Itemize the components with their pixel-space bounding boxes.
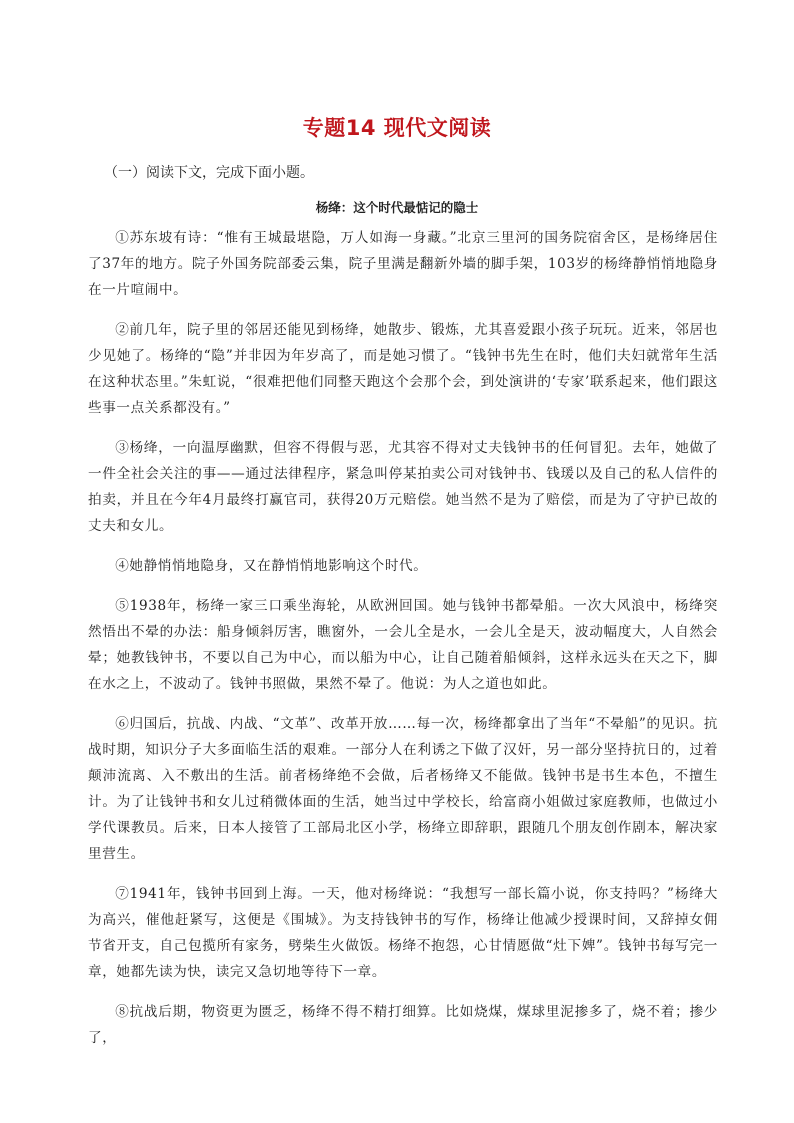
article-body <box>88 225 718 1065</box>
paragraph-3: ③杨绛，一向温厚幽默，但容不得假与恶，尤其容不得对丈夫钱钟书的任何冒犯。去年，她做了一件全社会关注的事——通过法律程序，紧急叫停某拍卖公司对钱钟书、钱瑗以及自己的私人信件的拍卖，并且在今年4月最终打赢官司，获得20万元赔偿。她当然不是为了赔偿，而是为了守护已故的丈夫和女儿。 <box>88 440 718 534</box>
paragraph-2: ②前几年，院子里的邻居还能见到杨绛，她散步、锻炼，尤其喜爱跟小孩子玩玩。近来，邻居也少见她了。杨绛的“隐”并非因为年岁高了，而是她习惯了。“钱钟书先生在时，他们夫妇就常年生活在这种状态里。”朱虹说，“很难把他们同整天跑这个会那个会，到处演讲的‘专家’联系起来，他们跟这些事一点关系都没有。” <box>88 322 718 416</box>
paragraph-1: ①苏东坡有诗：“惟有王城最堪隐，万人如海一身藏。”北京三里河的国务院宿舍区，是杨绛居住了37年的地方。院子外国务院部委云集，院子里满是翻新外墙的脚手架，103岁的杨绛静悄悄地隐身在一片喧闹中。 <box>88 230 718 298</box>
page-title: 专题14 现代文阅读 <box>302 116 492 140</box>
paragraph-5: ⑤1938年，杨绛一家三口乘坐海轮，从欧洲回国。她与钱钟书都晕船。一次大风浪中，杨绛突然悟出不晕的办法：船身倾斜厉害，瞧窗外，一会儿全是水，一会儿全是天，波动幅度大，人自然会晕；她教钱钟书，不要以自己为中心，而以船为中心，让自己随着船倾斜，这样永远头在天之下，脚在水之上，不波动了。钱钟书照做，果然不晕了。他说：为人之道也如此。 <box>88 598 718 692</box>
paragraph-4: ④她静悄悄地隐身，又在静悄悄地影响这个时代。 <box>115 558 428 574</box>
paragraph-7: ⑦1941年，钱钟书回到上海。一天，他对杨绛说：“我想写一部长篇小说，你支持吗？”杨绛大为高兴，催他赶紧写，这便是《围城》。为支持钱钟书的写作，杨绛让他减少授课时间，又辞掉女佣节省开支，自己包揽所有家务，劈柴生火做饭。杨绛不抱怨，心甘情愿做“灶下婢”。钱钟书每写完一章，她都先读为快，读完又急切地等待下一章。 <box>88 886 718 980</box>
paragraph-8: ⑧抗战后期，物资更为匮乏，杨绛不得不精打细算。比如烧煤，煤球里泥掺多了，烧不着；掺少了， <box>88 1004 718 1046</box>
paragraph-6: ⑥归国后，抗战、内战、“文革”、改革开放……每一次，杨绛都拿出了当年“不晕船”的见识。抗战时期，知识分子大多面临生活的艰难。一部分人在利诱之下做了汉奸，另一部分坚持抗日的，过着颠沛流离、入不敷出的生活。前者杨绛绝不会做，后者杨绛又不能做。钱钟书是书生本色，不擅生计。为了让钱钟书和女儿过稍微体面的生活，她当过中学校长，给富商小姐做过家庭教师，也做过小学代课教员。后来，日本人接管了工部局北区小学，杨绛立即辞职，跟随几个朋友创作剧本，解决家里营生。 <box>88 716 718 862</box>
article-title: 杨绛：这个时代最惦记的隐士 <box>315 200 479 215</box>
question-instruction: （一）阅读下文，完成下面小题。 <box>104 165 314 181</box>
